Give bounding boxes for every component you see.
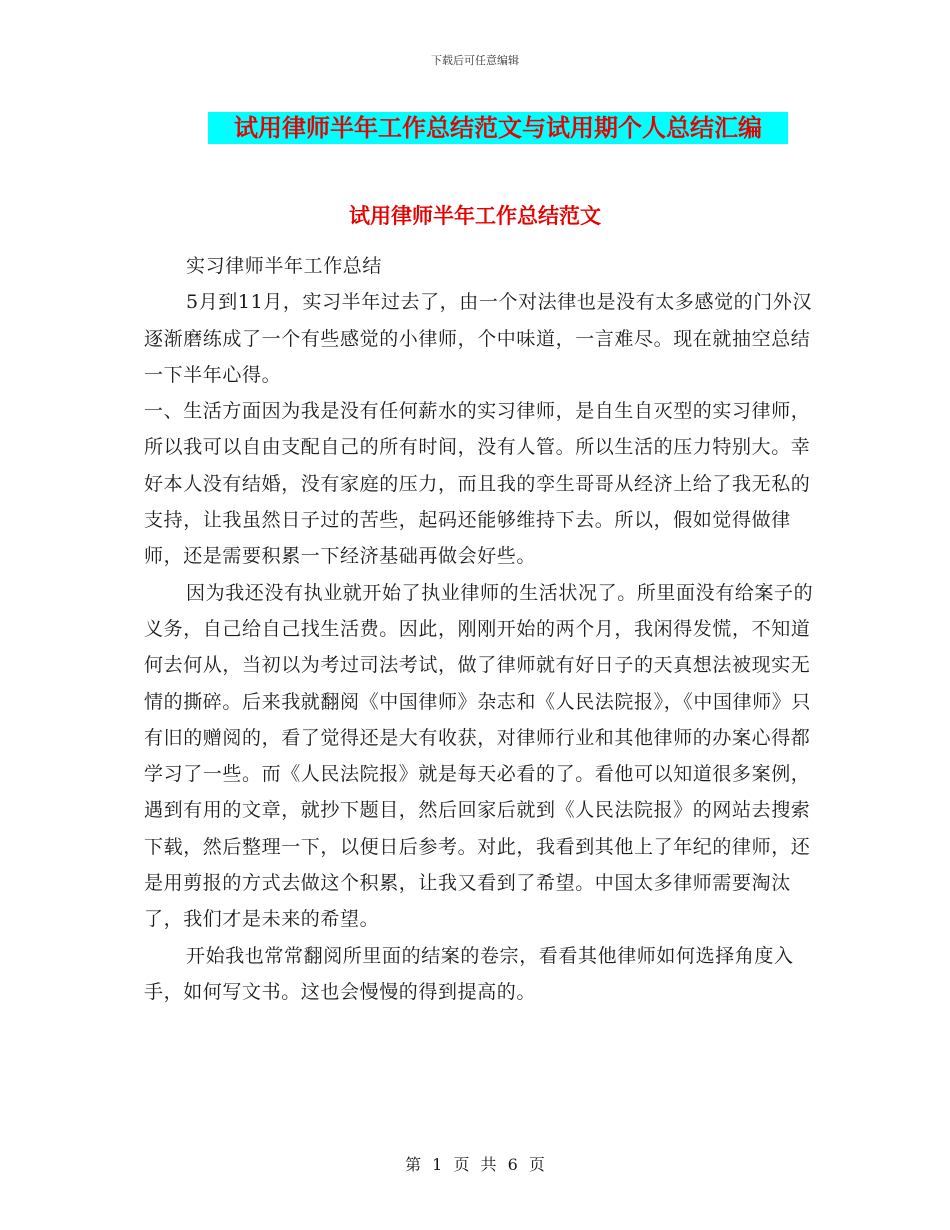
- section-title: 试用律师半年工作总结范文: [349, 204, 601, 228]
- page-number: 第 1 页 共 6 页: [405, 1155, 545, 1174]
- paragraph-life: 一、生活方面因为我是没有任何薪水的实习律师，是自生自灭型的实习律师，所以我可以自由支配自己的所有时间，没有人管。所以生活的压力特别大。幸好本人没有结婚，没有家庭的压力，而且我的孪生哥哥从经济上给了我无私的支持，让我虽然日子过的苦些，起码还能够维持下去。所以，假如觉得做律师，还是需要积累一下经济基础再做会好些。: [144, 400, 811, 568]
- paragraph-files: 开始我也常常翻阅所里面的结案的卷宗，看看其他律师如何选择角度入手，如何写文书。这也会慢慢的得到提高的。: [144, 944, 794, 1003]
- document-body: [144, 248, 814, 1010]
- main-title: 试用律师半年工作总结范文与试用期个人总结汇编: [208, 112, 788, 144]
- paragraph-practice: 因为我还没有执业就开始了执业律师的生活状况了。所里面没有给案子的义务，自己给自己找生活费。因此，刚刚开始的两个月，我闲得发慌，不知道何去何从，当初以为考过司法考试，做了律师就有好日子的天真想法被现实无情的撕碎。后来我就翻阅《中国律师》杂志和《人民法院报》，《中国律师》只有旧的赠阅的，看了觉得还是大有收获，对律师行业和其他律师的办案心得都学习了一些。而《人民法院报》就是每天必看的了。看他可以知道很多案例，遇到有用的文章，就抄下题目，然后回家后就到《人民法院报》的网站去搜索下载，然后整理一下，以便日后参考。对此，我看到其他上了年纪的律师，还是用剪报的方式去做这个积累，让我又看到了希望。中国太多律师需要淘汰了，我们才是未来的希望。: [144, 581, 814, 931]
- header-note: 下载后可任意编辑: [431, 54, 519, 67]
- paragraph-subtitle: 实习律师半年工作总结: [186, 255, 383, 277]
- paragraph-intro: 5月到11月，实习半年过去了，由一个对法律也是没有太多感觉的门外汉逐渐磨练成了一个有些感觉的小律师，个中味道，一言难尽。现在就抽空总结一下半年心得。: [144, 291, 813, 386]
